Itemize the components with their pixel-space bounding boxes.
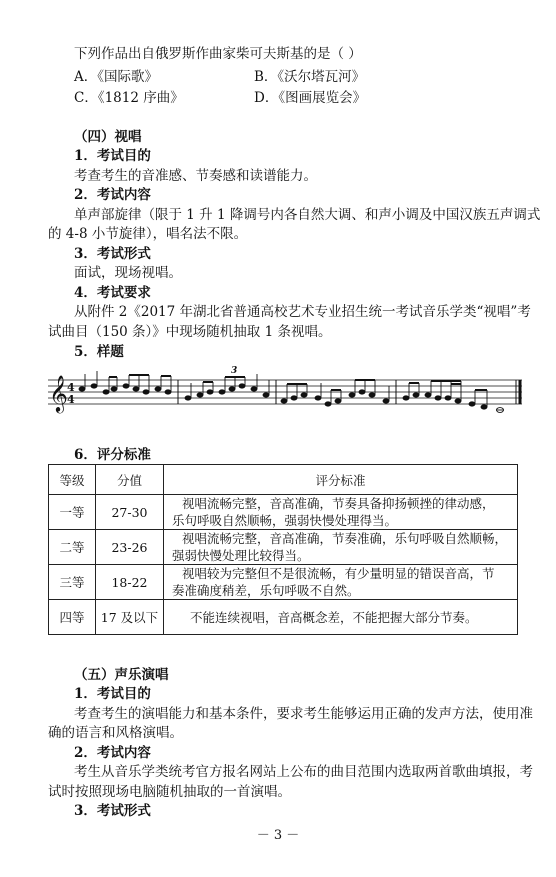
table-row <box>49 495 518 530</box>
paragraph-requirements-line1: 从附件 2《2017 年湖北省普通高校艺术专业招生统一考试音乐学类“视唱”考 <box>74 304 531 320</box>
triplet-mark: 3 <box>231 366 238 376</box>
paragraph-vocal-purpose-line2: 确的语言和风格演唱。 <box>48 725 183 741</box>
paragraph-content-line2: 的 4-8 小节旋律），唱名法不限。 <box>48 226 248 242</box>
subheading-vocal-purpose: 1．考试目的 <box>74 686 151 702</box>
subheading-criteria: 6．评分标准 <box>74 447 151 463</box>
table-row <box>49 530 518 565</box>
svg-text:4: 4 <box>67 381 75 394</box>
criteria-line: 视唱流畅完整，音高准确，节奏具备抑扬顿挫的律动感， <box>182 496 495 511</box>
score-cell: 23-26 <box>96 530 164 565</box>
option-letter: C． <box>74 90 98 106</box>
score-cell: 18-22 <box>96 565 164 600</box>
subheading-vocal-form: 3．考试形式 <box>74 803 151 819</box>
subheading-content: 2．考试内容 <box>74 187 151 203</box>
grade-cell: 四等 <box>49 600 96 635</box>
option-c[interactable] <box>74 89 184 107</box>
table-header-cell: 分值 <box>96 465 164 495</box>
option-text: 《沃尔塔瓦河》 <box>277 69 366 85</box>
option-b[interactable] <box>254 68 365 86</box>
question-stem: 下列作品出自俄罗斯作曲家柴可夫斯基的是（ ） <box>74 46 362 62</box>
criteria-cell <box>164 495 518 530</box>
paragraph-vocal-content-line1: 考生从音乐学类统考官方报名网站上公布的曲目范围内选取两首歌曲填报，考 <box>74 764 533 780</box>
paragraph-vocal-purpose-line1: 考查考生的演唱能力和基本条件，要求考生能够运用正确的发声方法，使用准 <box>74 706 533 722</box>
criteria-line: 强弱快慢处理比较得当。 <box>172 548 310 563</box>
criteria-line: 不能连续视唱，音高概念差，不能把握大部分节奏。 <box>190 609 478 625</box>
option-text: 《1812 序曲》 <box>97 90 184 106</box>
music-score-sample <box>48 366 522 418</box>
grade-cell: 三等 <box>49 565 96 600</box>
paragraph-form: 面试，现场视唱。 <box>74 265 182 281</box>
paragraph-vocal-content-line2: 试时按照现场电脑随机抽取的一首演唱。 <box>48 784 291 800</box>
table-header-cell: 评分标准 <box>164 465 518 495</box>
criteria-cell <box>164 530 518 565</box>
subheading-purpose: 1．考试目的 <box>74 148 151 164</box>
option-d[interactable] <box>254 89 366 107</box>
criteria-line: 奏准确度稍差，乐句呼吸不自然。 <box>172 583 360 598</box>
section-heading-sight-singing: （四）视唱 <box>74 129 142 145</box>
criteria-line: 视唱较为完整但不是很流畅，有少量明显的错误音高，节 <box>182 566 495 581</box>
option-a[interactable] <box>74 68 158 86</box>
criteria-cell <box>164 600 518 635</box>
paragraph-requirements-line2: 试曲目（150 条）》中现场随机抽取 1 条视唱。 <box>48 324 332 340</box>
paragraph-content-line1: 单声部旋律（限于 1 升 1 降调号内各自然大调、和声小调及中国汉族五声调式 <box>74 207 541 223</box>
grade-cell: 一等 <box>49 495 96 530</box>
section-heading-vocal: （五）声乐演唱 <box>74 667 169 683</box>
page-number: － 3 － <box>256 828 300 843</box>
option-letter: B． <box>254 69 278 85</box>
option-text: 《图画展览会》 <box>278 90 367 106</box>
score-cell: 27-30 <box>96 495 164 530</box>
option-letter: A． <box>74 69 98 85</box>
criteria-line: 乐句呼吸自然顺畅，强弱快慢处理得当。 <box>172 513 398 528</box>
grade-cell: 二等 <box>49 530 96 565</box>
paragraph-purpose: 考查考生的音准感、节奏感和读谱能力。 <box>74 168 317 184</box>
criteria-cell <box>164 565 518 600</box>
table-header-row <box>49 465 518 495</box>
table-row <box>49 565 518 600</box>
table-row <box>49 600 518 635</box>
option-letter: D． <box>254 90 279 106</box>
subheading-form: 3．考试形式 <box>74 246 151 262</box>
treble-clef-icon: 𝄞 <box>49 374 68 412</box>
subheading-vocal-content: 2．考试内容 <box>74 745 151 761</box>
score-cell: 17 及以下 <box>96 600 164 635</box>
subheading-sample: 5．样题 <box>74 344 124 360</box>
subheading-requirements: 4．考试要求 <box>74 285 151 301</box>
option-text: 《国际歌》 <box>97 69 158 85</box>
criteria-line: 视唱流畅完整，音高准确，节奏准确，乐句呼吸自然顺畅， <box>182 531 508 546</box>
scoring-table <box>48 464 518 635</box>
table-header-cell: 等级 <box>49 465 96 495</box>
svg-text:4: 4 <box>67 393 75 406</box>
